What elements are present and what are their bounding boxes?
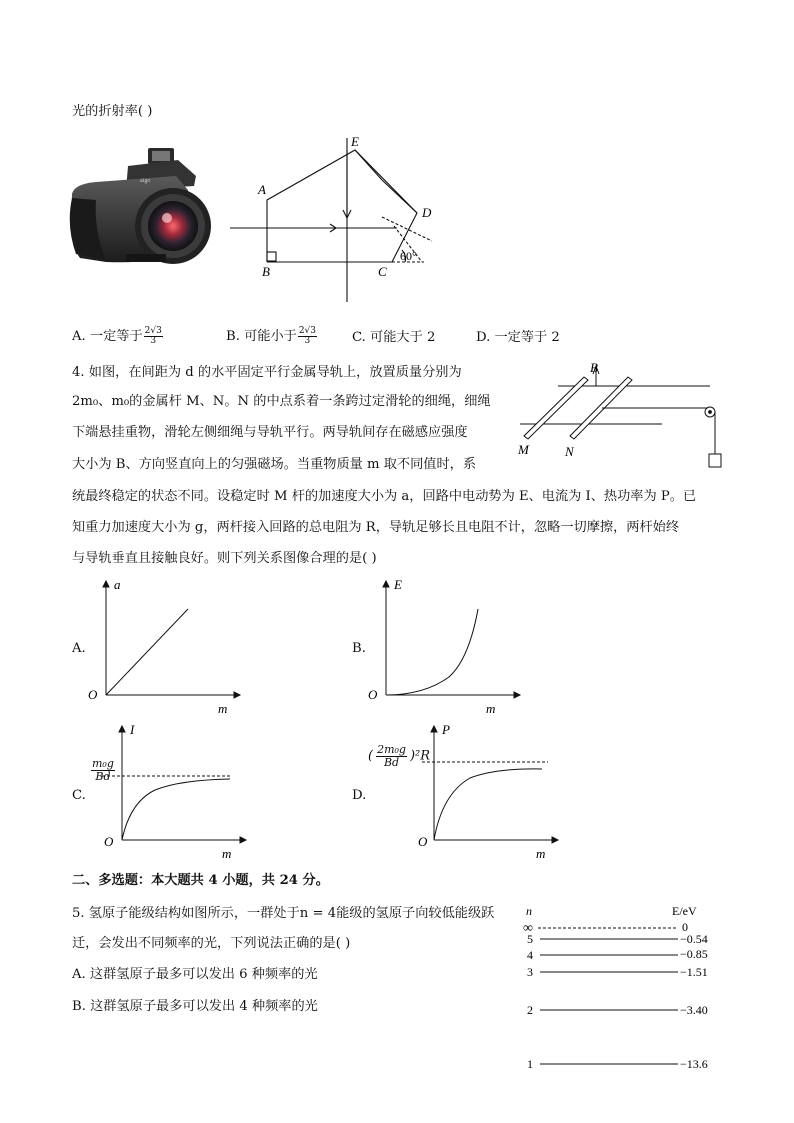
q3-option-a[interactable]: A. 一定等于 $\frac{2√3}{3}$ — [72, 326, 162, 346]
rails-label-M: M — [518, 442, 529, 457]
graph-b-origin: O — [368, 687, 378, 702]
label-C: C — [378, 264, 387, 279]
q4-line-3: 下端悬挂重物，滑轮左侧细绳与导轨平行。两导轨间存在磁感应强度 — [72, 425, 468, 440]
q4-line-1: 4. 如图，在间距为 d 的水平固定平行金属导轨上，放置质量分别为 — [72, 365, 462, 380]
e-header: E/eV — [672, 904, 697, 918]
q3-option-b[interactable]: B. 可能小于 $\frac{2√3}{3}$ — [226, 326, 317, 346]
svg-text:aigo: aigo — [140, 178, 151, 184]
q5-line-1: 5. 氢原子能级结构如图所示，一群处于n = 4能级的氢原子向较低能级跃 — [72, 906, 495, 921]
q4-line-5: 统最终稳定的状态不同。设稳定时 M 杆的加速度大小为 a，回路中电动势为 E、电流为 I、热功率为 P。已 — [72, 489, 697, 504]
graph-c-curve — [122, 779, 230, 840]
level-4-n: 4 — [527, 948, 533, 962]
q4-option-a[interactable]: A. — [72, 641, 86, 656]
level-2-e: −3.40 — [680, 1003, 708, 1017]
graph-c[interactable] — [100, 722, 250, 862]
camera-image — [66, 146, 214, 270]
label-D: D — [422, 205, 432, 220]
q3-option-d[interactable]: D. 一定等于 2 — [476, 330, 560, 345]
section-heading: 二、多选题：本大题共 4 小题，共 24 分。 — [72, 873, 329, 888]
q4-option-b[interactable]: B. — [352, 641, 366, 656]
q5-line-2: 迁，会发出不同频率的光，下列说法正确的是( ) — [72, 936, 351, 951]
n-header: n — [526, 904, 532, 918]
label-B: B — [262, 264, 270, 279]
level-inf-e: 0 — [682, 920, 688, 934]
rails-label-B: B — [590, 360, 598, 375]
graph-d-ylabel: P — [442, 722, 450, 737]
q4-option-c[interactable]: C. — [72, 788, 86, 803]
q4-line-7: 与导轨垂直且接触良好。则下列关系图像合理的是( ) — [72, 551, 377, 566]
graph-b[interactable] — [364, 577, 524, 717]
q4-option-d[interactable]: D. — [352, 788, 367, 803]
graph-b-xlabel: m — [486, 701, 496, 716]
q3-option-c[interactable]: C. 可能大于 2 — [352, 330, 436, 345]
graph-c-asymptote-label: $\frac{\text{m₀g}}{Bd}$ — [92, 757, 114, 783]
graph-d-origin: O — [418, 834, 428, 849]
label-E: E — [351, 134, 359, 149]
graph-c-xlabel: m — [222, 846, 232, 861]
graph-d-asymptote-label: ( $\frac{\text{2m₀g}}{Bd}$ )²R — [368, 743, 431, 769]
q4-line-4: 大小为 B、方向竖直向上的匀强磁场。当重物质量 m 取不同值时，系 — [72, 457, 477, 472]
graph-a[interactable] — [84, 577, 244, 717]
level-3-n: 3 — [527, 965, 533, 979]
graph-d-curve — [434, 769, 542, 840]
level-2-n: 2 — [527, 1003, 533, 1017]
energy-level-diagram — [520, 898, 730, 1080]
level-inf-n: ∞ — [523, 921, 533, 936]
q3-stem-tail: 光的折射率( ) — [72, 104, 153, 119]
q4-line-2: 2m₀、m₀的金属杆 M、N。N 的中点系着一条跨过定滑轮的细绳，细绳 — [72, 394, 491, 409]
graph-c-ylabel: I — [130, 722, 135, 737]
graph-c-origin: O — [104, 834, 114, 849]
graph-a-xlabel: m — [218, 701, 228, 716]
prism-figure — [222, 130, 442, 310]
level-1-e: −13.6 — [680, 1057, 708, 1071]
graph-b-ylabel: E — [394, 577, 402, 592]
level-1-n: 1 — [527, 1057, 533, 1071]
q5-option-b[interactable]: B. 这群氢原子最多可以发出 4 种频率的光 — [72, 999, 318, 1014]
graph-b-curve — [386, 609, 478, 695]
level-4-e: −0.85 — [680, 947, 708, 961]
graph-d-xlabel: m — [536, 846, 546, 861]
graph-d[interactable] — [412, 722, 562, 862]
level-5-n: 5 — [527, 932, 533, 946]
graph-a-origin: O — [88, 687, 98, 702]
label-angle: 60° — [400, 249, 417, 263]
rails-figure — [510, 358, 730, 470]
level-3-e: −1.51 — [680, 965, 708, 979]
q5-option-a[interactable]: A. 这群氢原子最多可以发出 6 种频率的光 — [72, 967, 318, 982]
q4-line-6: 知重力加速度大小为 g，两杆接入回路的总电阻为 R，导轨足够长且电阻不计，忽略一切摩擦，两杆始终 — [72, 520, 680, 535]
label-A: A — [258, 182, 266, 197]
graph-a-curve — [106, 609, 188, 695]
level-5-e: −0.54 — [680, 932, 708, 946]
graph-a-ylabel: a — [114, 577, 121, 592]
rails-label-N: N — [565, 444, 574, 459]
